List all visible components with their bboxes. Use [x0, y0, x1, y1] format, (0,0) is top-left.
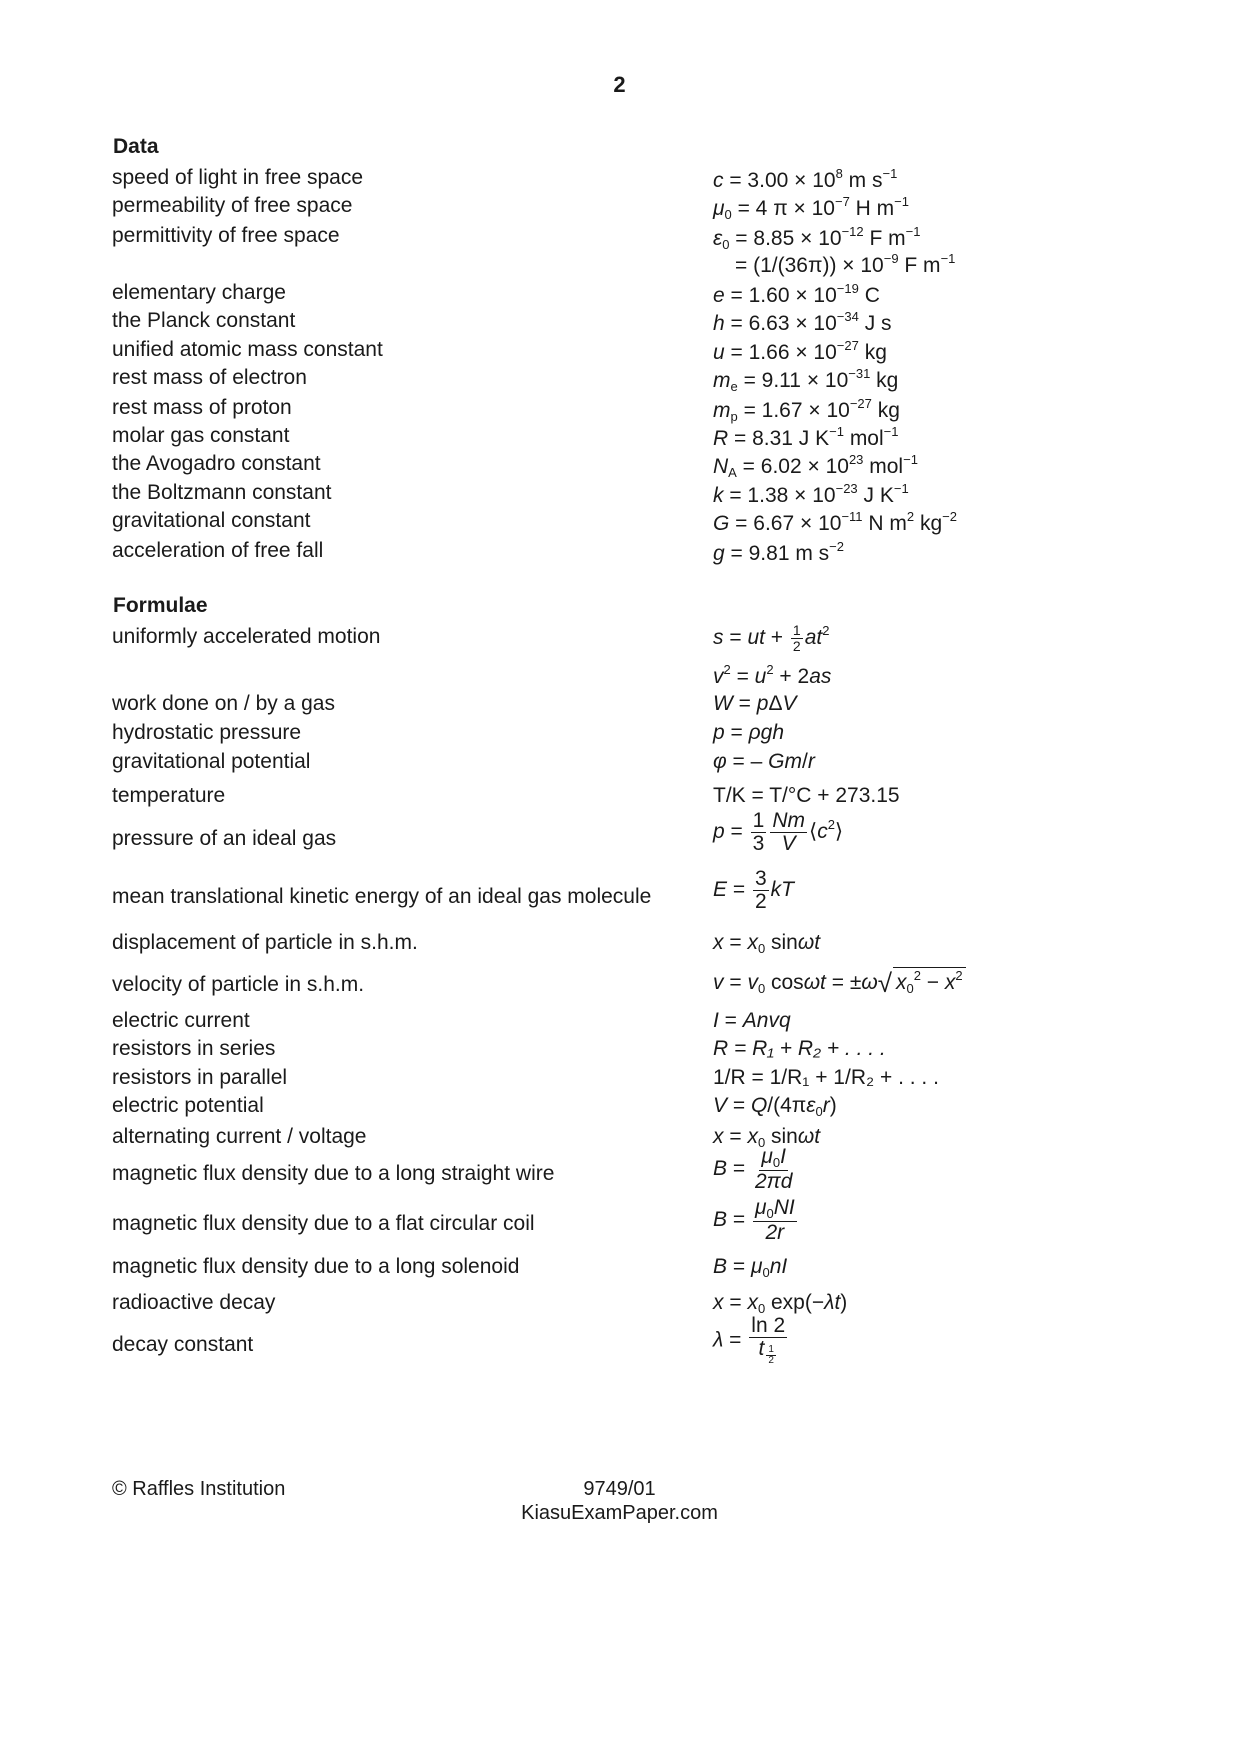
data-label: elementary charge: [112, 281, 286, 304]
data-label: rest mass of electron: [112, 366, 307, 389]
formula-current: I = Anvq: [713, 1009, 791, 1032]
data-value: $m_e = 9.11 \times 10^{-31}$ kg: [713, 366, 899, 394]
data-label: gravitational constant: [112, 509, 311, 532]
footer-paper-code: 9749/01: [583, 1478, 656, 1500]
formula-epot: $V = Q/(4\pi\varepsilon_0r)$: [713, 1094, 837, 1119]
formula-ac: $x = x_0$ sinωt: [713, 1125, 821, 1150]
formula-vel: $v = v_0$ cosωt = ±ω√ $x_0^2 - x^2$: [713, 967, 966, 999]
formula-pig: p = $\frac{1}{3}$ $\frac{Nm}{V}$ $⟨c^2⟩$: [713, 809, 844, 856]
data-label: speed of light in free space: [112, 166, 363, 189]
data-value: $k = 1.38 \times 10^{-23}$ J $K^{-1}$: [713, 481, 909, 507]
formula-label-pig: pressure of an ideal gas: [112, 827, 337, 850]
data-value: $h = 6.63 \times 10^{-34}$ J s: [713, 309, 892, 335]
formula-label-series: resistors in series: [112, 1037, 276, 1060]
formula-label-solenoid: magnetic flux density due to a long solenoid: [112, 1255, 520, 1278]
formula-uam-1: s = ut + $\frac{1}{2}$ $at^2$: [713, 622, 830, 654]
formula-disp: $x = x_0$ sinωt: [713, 931, 821, 956]
formula-label-uam: uniformly accelerated motion: [112, 625, 381, 648]
formula-label-vel: velocity of particle in s.h.m.: [112, 973, 365, 996]
footer-copyright: © Raffles Institution: [112, 1478, 286, 1500]
data-label: unified atomic mass constant: [112, 338, 383, 361]
data-value: g = 9.81 m $s^{-2}$: [713, 539, 844, 565]
data-value: $c = 3.00 \times 10^8$ m $s^{-1}$: [713, 166, 898, 192]
formula-gpot: φ = – Gm/r: [713, 750, 815, 773]
data-label: molar gas constant: [112, 424, 290, 447]
data-value: $m_p = 1.67 \times 10^{-27}$ kg: [713, 396, 900, 424]
formula-label-disp: displacement of particle in s.h.m.: [112, 931, 418, 954]
data-heading: Data: [113, 135, 159, 158]
formula-hydro: p = ρgh: [713, 721, 785, 744]
formula-label-current: electric current: [112, 1009, 250, 1032]
data-value: $N_A = 6.02 \times 10^{23}$ mol$^{-1}$: [713, 452, 918, 480]
formula-label-wire: magnetic flux density due to a long straight wire: [112, 1162, 555, 1185]
formulae-heading: Formulae: [113, 594, 208, 617]
formula-label-epot: electric potential: [112, 1094, 264, 1117]
formula-label-gpot: gravitational potential: [112, 750, 311, 773]
data-label: the Planck constant: [112, 309, 296, 332]
data-value: $e = 1.60 \times 10^{-19}$ C: [713, 281, 880, 307]
data-label: permeability of free space: [112, 194, 353, 217]
formula-series: R = R₁ + R₂ + . . . .: [713, 1037, 886, 1060]
data-value: $G = 6.67 \times 10^{-11}$ N $m^2$ $kg^{-2}$: [713, 509, 957, 535]
page-number: 2: [613, 72, 626, 97]
formula-work: W = pΔV: [713, 692, 797, 715]
formula-label-temp: temperature: [112, 784, 226, 807]
formula-label-ke: mean translational kinetic energy of an ideal gas molecule: [112, 885, 652, 908]
formula-label-radio: radioactive decay: [112, 1291, 276, 1314]
data-label: the Avogadro constant: [112, 452, 321, 475]
data-value: $u = 1.66 \times 10^{-27}$ kg: [713, 338, 887, 364]
footer-site: KiasuExamPaper.com: [521, 1502, 718, 1524]
formula-label-coil: magnetic flux density due to a flat circular coil: [112, 1212, 535, 1235]
formula-temp: T/K = T/°C + 273.15: [713, 784, 900, 807]
data-label: rest mass of proton: [112, 396, 292, 419]
formula-uam-2: $v^2 = u^2 + 2as$: [713, 662, 832, 688]
formula-solenoid: $B = \mu_0nI$: [713, 1255, 788, 1280]
data-label: permittivity of free space: [112, 224, 340, 247]
formula-label-work: work done on / by a gas: [112, 692, 335, 715]
data-value: $\mu_0 = 4$ $\pi \times 10^{-7}$ H $m^{-1}$: [713, 194, 909, 222]
data-label: acceleration of free fall: [112, 539, 324, 562]
data-value: $\varepsilon_0 = 8.85 \times 10^{-12}$ F $m^{-1}$: [713, 224, 921, 252]
formula-label-hydro: hydrostatic pressure: [112, 721, 302, 744]
formula-label-parallel: resistors in parallel: [112, 1066, 288, 1089]
formula-label-decay: decay constant: [112, 1333, 254, 1356]
formula-parallel: 1/R = 1/R₁ + 1/R₂ + . . . .: [713, 1066, 939, 1089]
data-value: R = 8.31 J $K^{-1}$ mol$^{-1}$: [713, 424, 899, 450]
formula-ke: E = $\frac{3}{2}$ kT: [713, 867, 794, 914]
formula-label-ac: alternating current / voltage: [112, 1125, 367, 1148]
formula-radio: $x = x_0$ exp(−λt): [713, 1291, 848, 1316]
data-label: the Boltzmann constant: [112, 481, 332, 504]
formula-wire: B = $\frac{\mu_0I}{2\pi d}$: [713, 1145, 793, 1193]
formula-coil: B = $\frac{\mu_0NI}{2r}$: [713, 1196, 795, 1244]
data-value: = $(1/(36\pi)) \times 10^{-9}$ F $m^{-1}$: [735, 251, 956, 277]
formula-decay: λ = ln 2 t $_{\frac{1}{2}}$: [713, 1314, 786, 1367]
